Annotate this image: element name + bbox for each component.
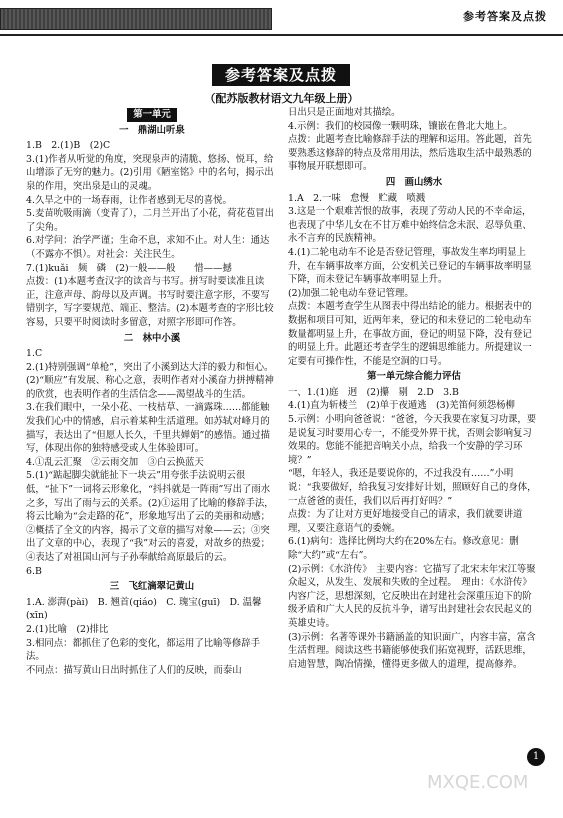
answer-paragraph: 2.(1)比喻 (2)排比 [26, 623, 109, 635]
section-title: 一 鼎湖山听泉 [119, 124, 185, 136]
answer-paragraph: 6.对学问：治学严谨；生命不息，求知不止。对人生：通达（不露亦不惧）。对社会：关注民生。 [26, 235, 270, 260]
right-column [288, 106, 540, 671]
answer-paragraph: 1.C [26, 348, 43, 360]
answer-paragraph: 6.(1)病句：选择比例均大约在20%左右。修改意见：删除“大约”或“左右”。 [288, 536, 519, 561]
answer-paragraph: 点拨：(1)本题考查汉字的读音与书写。拼写时要读准且读正，注意声母、韵母以及声调。书写时要注意字形，不要写错别字，写字要规范、端正、整洁。(2)本题考查的字形比较容易，只要平时阅读时多留意，对照字形即可作答。 [26, 276, 274, 328]
section-title: 三 飞红滴翠记黄山 [109, 581, 195, 593]
answer-paragraph: 点拨：为了让对方更好地接受自己的请求，我们就要讲道理，又要注意语气的委婉。 [288, 509, 523, 534]
answer-paragraph: 1.A. 澎湃(pài) B. 翘首(qiáo) C. 瑰宝(guī) D. 温馨(xīn) [26, 596, 262, 622]
watermark-text: MXQE.COM [427, 772, 529, 793]
answer-paragraph: 3.(1)作者从听觉的角度，突现泉声的清脆、悠扬、悦耳，给山增添了无穷的魅力。(2)引用《陋室铭》中的名句，揭示出泉的作用，突出泉是山的灵魂。 [26, 153, 274, 192]
header-title: 参考答案及点拨 [463, 10, 547, 23]
section-title: 四 画山绣水 [385, 176, 443, 188]
section-title: 二 林中小溪 [123, 332, 181, 344]
page-number: 1 [527, 748, 545, 766]
answer-paragraph: 6.B [26, 565, 42, 577]
answer-paragraph: 3.相同点：都抓住了色彩的变化，都运用了比喻等修辞手法。 [26, 637, 260, 663]
answer-paragraph: 不同点：描写黄山日出时抓住了人们的反映，而泰山 [26, 664, 242, 676]
answer-paragraph: 一、1.(1)庭 迥 (2)攥 剔 2.D 3.B [288, 386, 459, 398]
answer-paragraph: 4.久旱之中的一场春雨，让作者感到无尽的喜悦。 [26, 194, 232, 206]
answer-paragraph: 点拨：此题考查比喻修辞手法的理解和运用。答此题，首先要熟悉这修辞的特点及常用用法，然后选取生活中最熟悉的事物展开联想即可。 [288, 134, 532, 173]
answer-paragraph: (2)示例：《水浒传》 主要内容：它描写了北宋末年宋江等聚众起义，从发生、发展和失败的全过程。 理由：《水浒传》内容广泛，思想深刻，它反映出在封建社会深重压迫下的阶级矛盾和广大人民的反抗斗争，谱写出封建社会农民起义的英雄史诗。 [288, 563, 536, 629]
answer-paragraph: 日出只是正面地对其描绘。 [288, 107, 401, 118]
answer-paragraph: 2.(1)特别强调“单枪”，突出了小溪到达大洋的毅力和恒心。(2)“顺应”有发展、称心之意，表明作者对小溪奋力拼搏精神的欣赏，也表明作者的生活信念——渴望战斗的生活。 [26, 361, 274, 400]
answer-paragraph: 4.(1)二轮电动车不论是否登记管理，事故发生率均明显上升，在车辆事故率方面，公安机关已登记的车辆事故率明显下降，而未登记车辆事故率明显上升。 [288, 246, 532, 286]
answer-paragraph: 1.A 2.一味 怠慢 贮藏 喷溅 [288, 192, 426, 204]
answer-paragraph: 4.示例：我们的校园像一颗明珠，镶嵌在鲁北大地上。 [288, 120, 513, 132]
answer-paragraph: 5.麦苗吮吸雨滴（变青了），二月兰开出了小花，荷花苞冒出了尖角。 [26, 208, 275, 233]
page-header [0, 0, 563, 40]
answer-paragraph: 4.①乱云汇聚 ②云雨交加 ③白云换蓝天 [26, 456, 204, 468]
unit-tag: 第一单元 [127, 108, 177, 122]
answer-paragraph: 3.在我们眼中，一朵小花、一枝枯草、一滴露珠……都能触发我们心中的情感，启示着某种生活道理。如苏轼对峰月的描写，表达出了“但愿人长久，千里共婵娟”的感悟。通过描写，体现出你的独特感受或人生体验即可。 [26, 402, 270, 455]
answer-paragraph: (3)示例：名著等课外书籍涵盖的知识面广，内容丰富，富含生活哲理。阅读这些书籍能够使我们拓宽视野，活跃思维，启迪智慧，陶冶情操，懂得更多做人的道理，提高修养。 [288, 631, 536, 670]
title-banner: 参考答案及点拨 [212, 64, 350, 86]
answer-paragraph: 点拨：本题考查学生从图表中得出结论的能力。根据表中的数据和项目可知，近两年来，登记的和未登记的二轮电动车数量都明显上升，在事故方面，登记的明显下降，没有登记的明显上升。此题还考查学生的逻辑思维能力。所提建议一定要有可操作性，不能是空洞的口号。 [288, 301, 532, 367]
answer-paragraph: 4.(1)直为斩楼兰 (2)单于夜遁逃 (3)羌笛何须怨杨柳 [288, 400, 515, 412]
answer-paragraph: 1.B 2.(1)B (2)C [26, 140, 111, 152]
answer-paragraph: 3.这是一个艰难苦恨的故事，表现了劳动人民的不幸命运，也表现了中华儿女在不甘万难中始终信念未泯、忍辱负重、永不言弃的民族精神。 [288, 206, 532, 245]
header-decoration [0, 8, 272, 30]
answer-paragraph: 5.示例：小明向爸爸说：“爸爸，今天我要在家复习功课，要是说复习时要用心专一，不能受外界干扰，否则会影响复习效果的。您能不能把音响关小点，给我一个安静的学习环境？” [288, 414, 537, 466]
unit-tag-row [26, 108, 278, 122]
answer-paragraph: “嗯，年轻人，我还是要说你的，不过我没有……”小明说：“我要做好，给我复习安排好计划，照顾好自己的身体，一点爸爸的责任，我们以后再打好吗？” [288, 468, 537, 507]
answer-paragraph: (2)加强二轮电动车登记管理。 [288, 287, 414, 299]
section-title: 第一单元综合能力评估 [367, 371, 461, 383]
header-rule [0, 34, 563, 36]
watermark-logo [423, 758, 543, 798]
subtitle: （配苏版教材语文九年级上册） [204, 92, 359, 105]
answer-paragraph: 7.(1)kuǎi 频 磷 (2)一般——般 惜——撼 [26, 262, 232, 274]
left-column [26, 106, 278, 677]
answer-paragraph: 5.(1)“踮起脚尖就能扯下一块云”用夸张手法说明云很低，“扯下”一词将云形象化，“抖抖就是一阵雨”写出了雨水之多，写出了雨与云的关系。(2)①运用了比喻的修辞手法，将云比喻为“会走路的花”，形象地写出了云的美丽和动感；②概括了全文的内容，揭示了文章的描写对象——云；③突出了文章的中心，表现了“我”对云的喜爱，对故乡的热爱；④表达了对祖国山河与子孙奉献给高原最后的云。 [26, 470, 274, 563]
